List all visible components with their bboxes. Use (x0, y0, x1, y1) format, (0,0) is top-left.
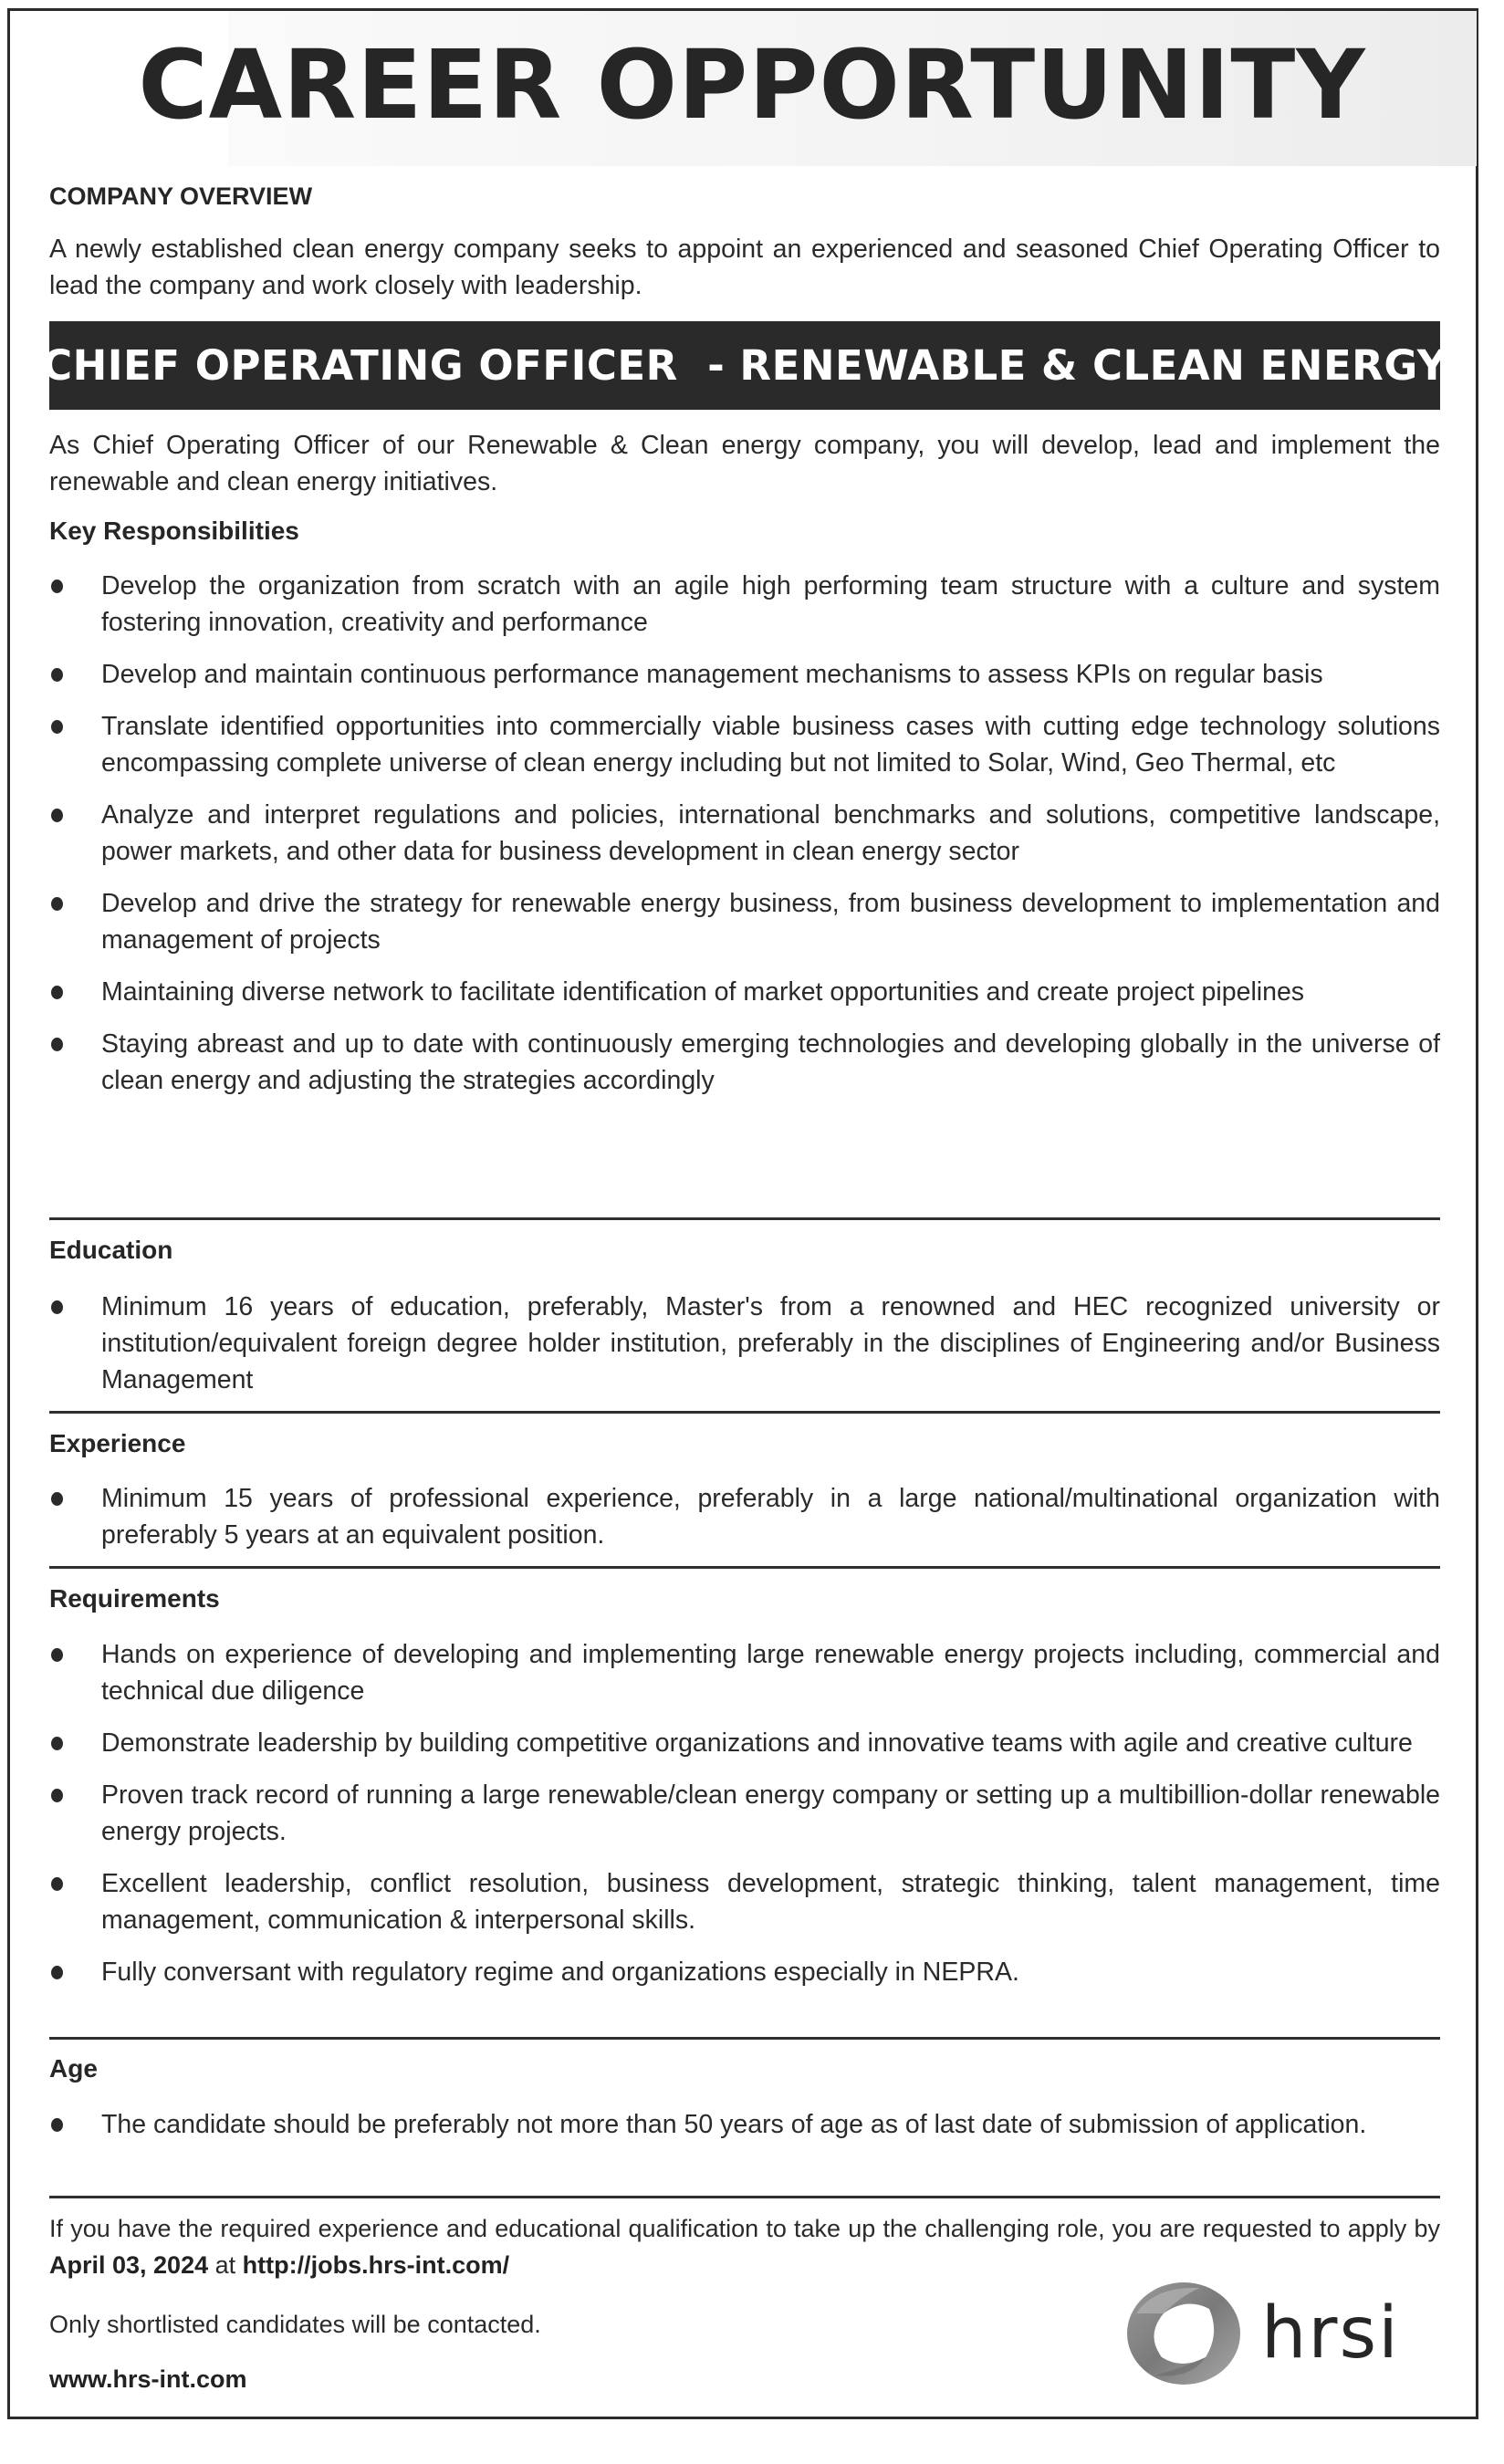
list-item: Hands on experience of developing and implementing large renewable energy projects including, commercial and technical due diligence (49, 1636, 1440, 1709)
svg-text:hrsi: hrsi (1261, 2292, 1400, 2375)
requirements-list (49, 1636, 1440, 2006)
position-intro: As Chief Operating Officer of our Renewable & Clean energy company, you will develop, lead and implement the renewable and clean energy initiatives. (49, 431, 1440, 496)
hrsi-logo (1118, 2277, 1447, 2391)
list-item: Staying abreast and up to date with continuously emerging technologies and developing globally in the universe of clean energy and adjusting the strategies accordingly (49, 1026, 1440, 1099)
list-item: The candidate should be preferably not more than 50 years of age as of last date of submission of application. (49, 2106, 1440, 2143)
list-item: Excellent leadership, conflict resolution, business development, strategic thinking, talent management, time management, communication & interpersonal skills. (49, 1865, 1440, 1938)
list-item: Demonstrate leadership by building competitive organizations and innovative teams with agile and creative culture (49, 1725, 1440, 1761)
responsibilities-heading: Key Responsibilities (49, 517, 299, 545)
bullet-icon (51, 1648, 63, 1662)
bullet-icon (51, 1300, 63, 1314)
position-banner (42, 321, 1447, 410)
list-item: Maintaining diverse network to facilitate identification of market opportunities and create project pipelines (49, 974, 1440, 1010)
application-instructions: If you have the required experience and educational qualification to take up the challenging role, you are requested to apply by April 03, 2024 at http://jobs.hrs-int.com/ (49, 2215, 1440, 2279)
section-divider (49, 1411, 1440, 1414)
company-overview-heading: COMPANY OVERVIEW (49, 183, 313, 210)
bullet-icon (51, 1492, 63, 1506)
list-item: Develop and drive the strategy for renewable energy business, from business development to implementation and management of projects (49, 885, 1440, 958)
bullet-icon (51, 1966, 63, 1979)
list-item: Minimum 16 years of education, preferably, Master's from a renowned and HEC recognized university or institution/equivalent foreign degree holder institution, preferably in the disciplines of Engineering and/or Business Management (49, 1289, 1440, 1398)
bullet-icon (51, 720, 63, 734)
bullet-icon (51, 1789, 63, 1802)
bullet-icon (51, 1737, 63, 1750)
website-link[interactable]: www.hrs-int.com (49, 2365, 247, 2393)
bullet-icon (51, 579, 63, 593)
ring-logo-icon (1118, 2277, 1447, 2391)
age-list (49, 2106, 1440, 2158)
experience-list (49, 1480, 1440, 1569)
section-divider (49, 2196, 1440, 2198)
bullet-icon (51, 668, 63, 682)
section-divider (49, 1217, 1440, 1220)
bullet-icon (51, 1038, 63, 1051)
list-item: Analyze and interpret regulations and policies, international benchmarks and solutions, competitive landscape, power markets, and other data for business development in clean energy sector (49, 797, 1440, 870)
education-list (49, 1289, 1440, 1414)
age-heading: Age (49, 2054, 98, 2083)
bullet-icon (51, 809, 63, 822)
list-item: Develop the organization from scratch with an agile high performing team structure with a culture and system fostering innovation, creativity and performance (49, 568, 1440, 641)
list-item: Minimum 15 years of professional experience, preferably in a large national/multinational organization with preferably 5 years at an equivalent position. (49, 1480, 1440, 1553)
list-item: Fully conversant with regulatory regime and organizations especially in NEPRA. (49, 1954, 1440, 1990)
bullet-icon (51, 2118, 63, 2132)
list-item: Translate identified opportunities into commercially viable business cases with cutting edge technology solutions encompassing complete universe of clean energy including but not limited to Solar, Wind, Geo Thermal, etc (49, 708, 1440, 781)
requirements-heading: Requirements (49, 1584, 220, 1613)
page-title: CAREER OPPORTUNITY (138, 29, 1366, 141)
bullet-icon (51, 897, 63, 911)
section-divider (49, 1566, 1440, 1569)
education-heading: Education (49, 1236, 173, 1264)
application-deadline: April 03, 2024 (49, 2251, 209, 2279)
shortlist-note: Only shortlisted candidates will be contacted. (49, 2311, 541, 2338)
position-title: CHIEF OPERATING OFFICER - RENEWABLE & CLEAN ENERGY (42, 341, 1447, 390)
apply-link[interactable]: http://jobs.hrs-int.com/ (242, 2251, 510, 2279)
experience-heading: Experience (49, 1429, 186, 1457)
company-overview-text: A newly established clean energy company seeks to appoint an experienced and seasoned Chief Operating Officer to lead the company and work closely with leadership. (49, 235, 1440, 300)
section-divider (49, 2037, 1440, 2040)
list-item: Develop and maintain continuous performance management mechanisms to assess KPIs on regular basis (49, 656, 1440, 693)
responsibilities-list (49, 568, 1440, 1114)
bullet-icon (51, 1877, 63, 1891)
bullet-icon (51, 986, 63, 999)
list-item: Proven track record of running a large renewable/clean energy company or setting up a multibillion-dollar renewable energy projects. (49, 1777, 1440, 1850)
